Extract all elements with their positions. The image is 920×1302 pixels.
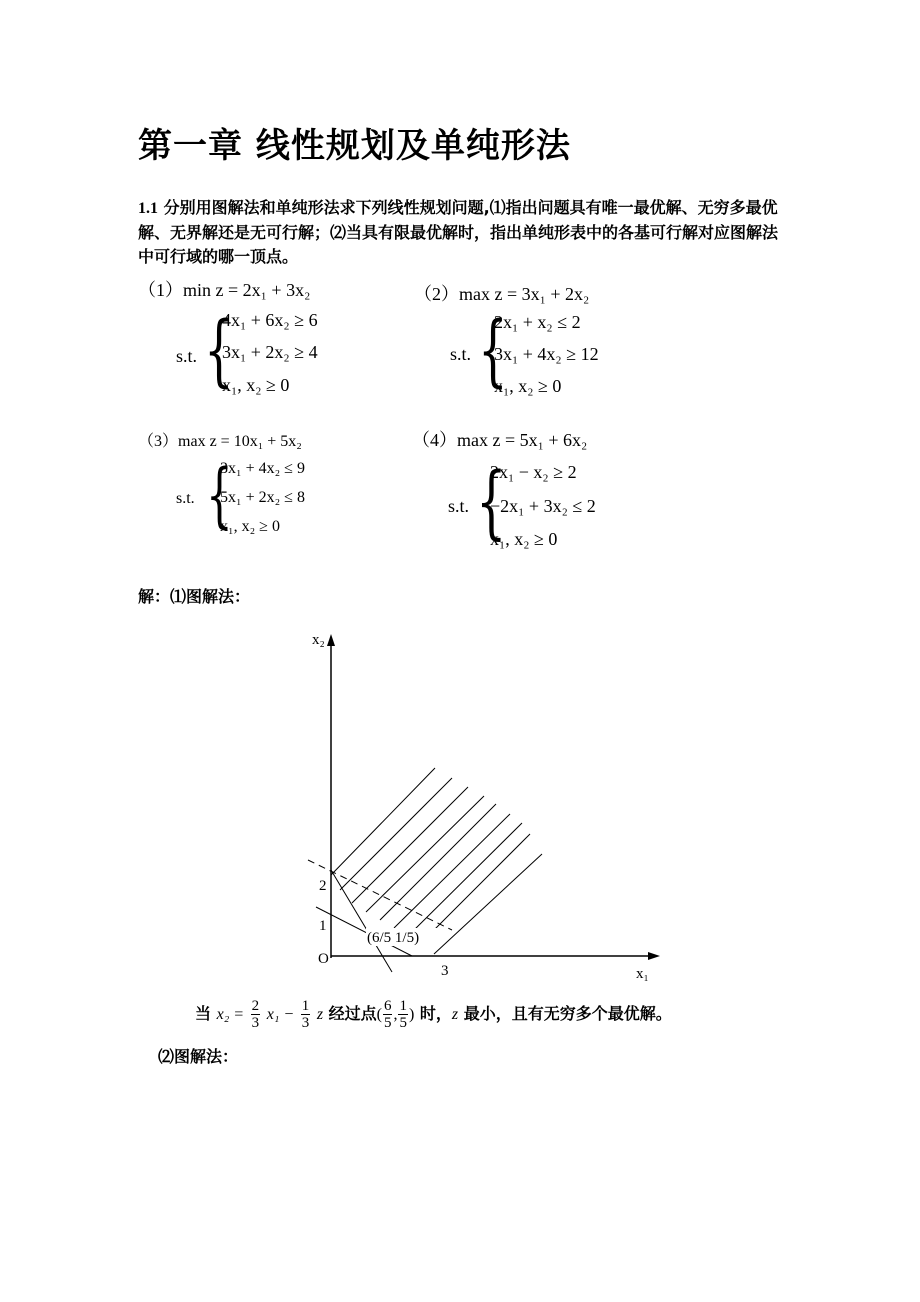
problem-1-constraint-3: x₁, x₂ ≥ 0 (222, 375, 290, 395)
problem-text: 分别用图解法和单纯形法求下列线性规划问题,⑴指出问题具有唯一最优解、无穷多最优解、无界解还是无可行解；⑵当具有限最优解时，指出单纯形表中的各基可行解对应图解法中可行域的哪一顶点。 (138, 198, 779, 266)
problem-1-brace: { (204, 306, 234, 396)
feasible-hatching (331, 768, 542, 954)
y-axis-label: x₂ (312, 632, 325, 648)
problem-4-constraint-3: x₁, x₂ ≥ 0 (490, 529, 558, 549)
chapter-title: 第一章 线性规划及单纯形法 (138, 126, 571, 166)
problem-2-constraint-1: 2x₁ + x₂ ≤ 2 (494, 312, 581, 332)
problem-3-st: s.t. (176, 490, 195, 507)
problem-2-brace: { (478, 306, 508, 396)
problem-3-brace: { (206, 454, 233, 536)
problem-3-constraint-1: 3x₁ + 4x₂ ≤ 9 (220, 460, 305, 477)
x-tick-3: 3 (441, 963, 449, 979)
problem-3-constraint-2: 5x₁ + 2x₂ ≤ 8 (220, 489, 305, 506)
problem-4-brace: { (476, 455, 507, 548)
problem-4-objective: （4）max z = 5x₁ + 6x₂ (412, 430, 588, 450)
problem-number: 1.1 (138, 200, 158, 217)
conclusion: 当 x₂ = $\frac{2}{3}$ x₁ − $\frac{1}{3}$ z 经过点( $\frac{6}{5}$ , $\frac{1}{5}$ ) 时，z 最小，且有无穷多个最优解。 (195, 998, 672, 1031)
y-tick-1: 1 (319, 918, 327, 934)
problem-2-objective: （2）max z = 3x₁ + 2x₂ (414, 284, 590, 304)
problem-1-constraint-2: 3x₁ + 2x₂ ≥ 4 (222, 342, 318, 362)
problem-statement (138, 196, 788, 269)
x-axis-label: x₁ (636, 966, 649, 982)
y-tick-2: 2 (319, 878, 327, 894)
lp-problem-3 (138, 428, 398, 548)
problem-3-objective: （3）max z = 10x₁ + 5x₂ (138, 433, 302, 450)
y-axis-arrow-icon (327, 634, 335, 646)
problem-2-constraint-2: 3x₁ + 4x₂ ≥ 12 (494, 344, 599, 364)
optimal-point-label: (6/5 1/5) (367, 930, 420, 946)
lp-problem-1 (138, 276, 398, 406)
problem-2-st: s.t. (450, 344, 472, 364)
origin-label: O (318, 951, 329, 967)
problem-4-constraint-2: −2x₁ + 3x₂ ≤ 2 (490, 496, 596, 516)
problem-3-constraint-3: x₁, x₂ ≥ 0 (220, 518, 280, 535)
solution-label: 解：⑴图解法： (138, 587, 251, 606)
problem-1-objective: （1）min z = 2x₁ + 3x₂ (138, 280, 311, 300)
problem-4-st: s.t. (448, 496, 470, 516)
problem-4-constraint-1: 2x₁ − x₂ ≥ 2 (490, 462, 577, 482)
lp-problem-4 (412, 426, 672, 558)
problem-1-constraint-1: 4x₁ + 6x₂ ≥ 6 (222, 310, 318, 330)
problem-2-constraint-3: x₁, x₂ ≥ 0 (494, 376, 562, 396)
lp-problem-2 (414, 280, 674, 410)
problem-1-st: s.t. (176, 346, 198, 366)
next-solution-label: ⑵图解法： (158, 1047, 239, 1066)
feasible-region-graph (300, 620, 680, 990)
x-axis-arrow-icon (648, 952, 660, 960)
